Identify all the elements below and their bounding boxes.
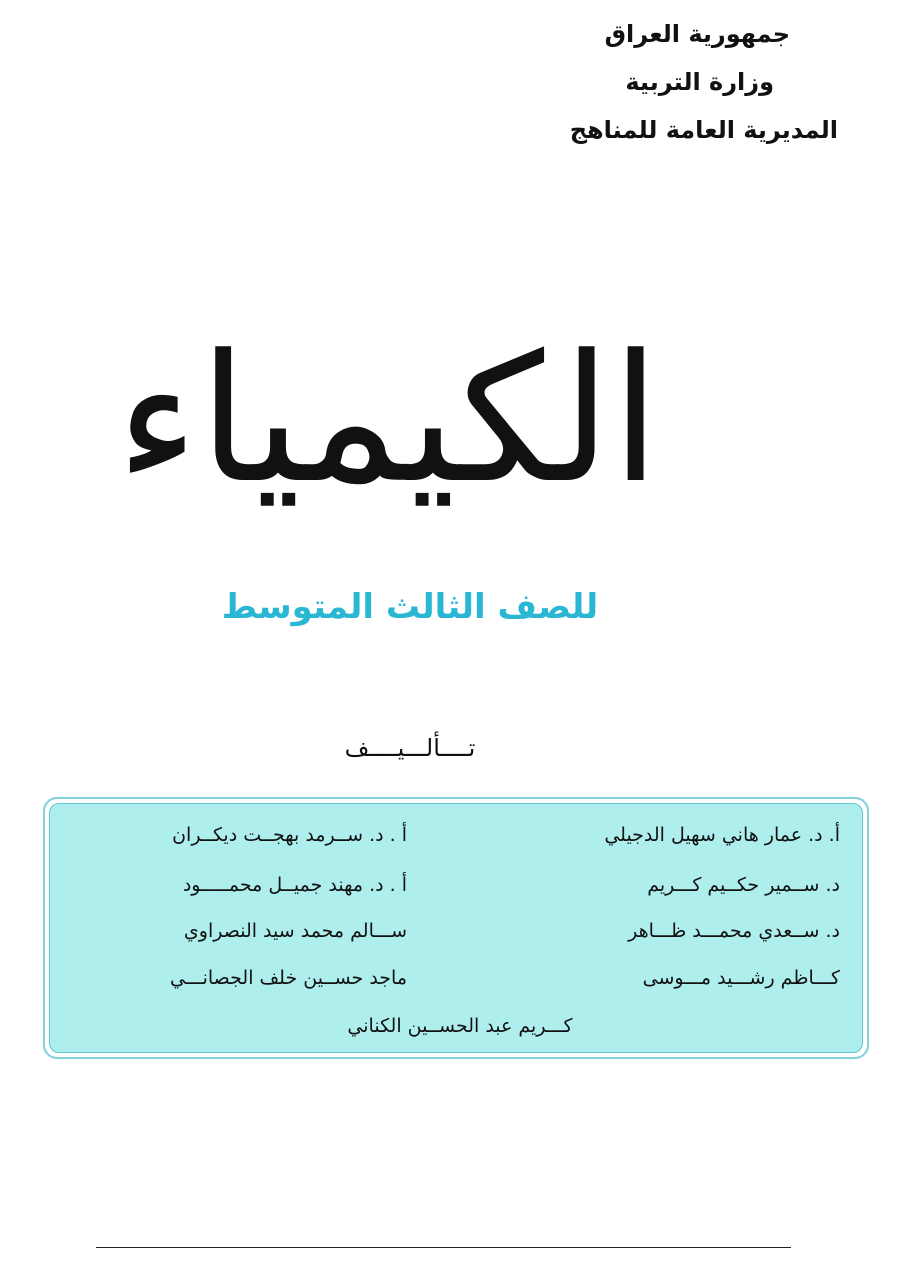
author-name: د. ســعدي محمـــد ظـــاهر	[628, 920, 840, 942]
authored-label: تــــألـــيــــف	[344, 734, 476, 762]
header-ministry: وزارة التربية	[625, 68, 774, 96]
header-directorate: المديرية العامة للمناهج	[569, 116, 838, 144]
author-name: كـــريم عبد الحســين الكناني	[347, 1015, 573, 1037]
book-title: الكيمياء	[115, 317, 660, 522]
author-name: ماجد حســين خلف الجصانـــي	[170, 967, 407, 989]
authors-box	[43, 797, 869, 1059]
author-name: كـــاظم رشـــيد مـــوسى	[642, 967, 840, 989]
authors-list	[49, 803, 863, 1053]
bottom-divider	[96, 1247, 791, 1248]
author-name: أ. د. عمار هاني سهيل الدجيلي	[604, 824, 840, 846]
ministry-header	[518, 10, 838, 154]
author-name: أ . د. مهند جميــل محمـــــود	[182, 874, 407, 896]
author-name: ســـالم محمد سيد النصراوي	[183, 920, 407, 942]
author-name: أ . د. ســرمد بهجــت ديكــران	[172, 824, 407, 846]
author-name: د. ســمير حكــيم كـــريم	[647, 874, 840, 896]
book-subtitle: للصف الثالث المتوسط	[221, 587, 599, 627]
header-country: جمهورية العراق	[604, 20, 790, 48]
